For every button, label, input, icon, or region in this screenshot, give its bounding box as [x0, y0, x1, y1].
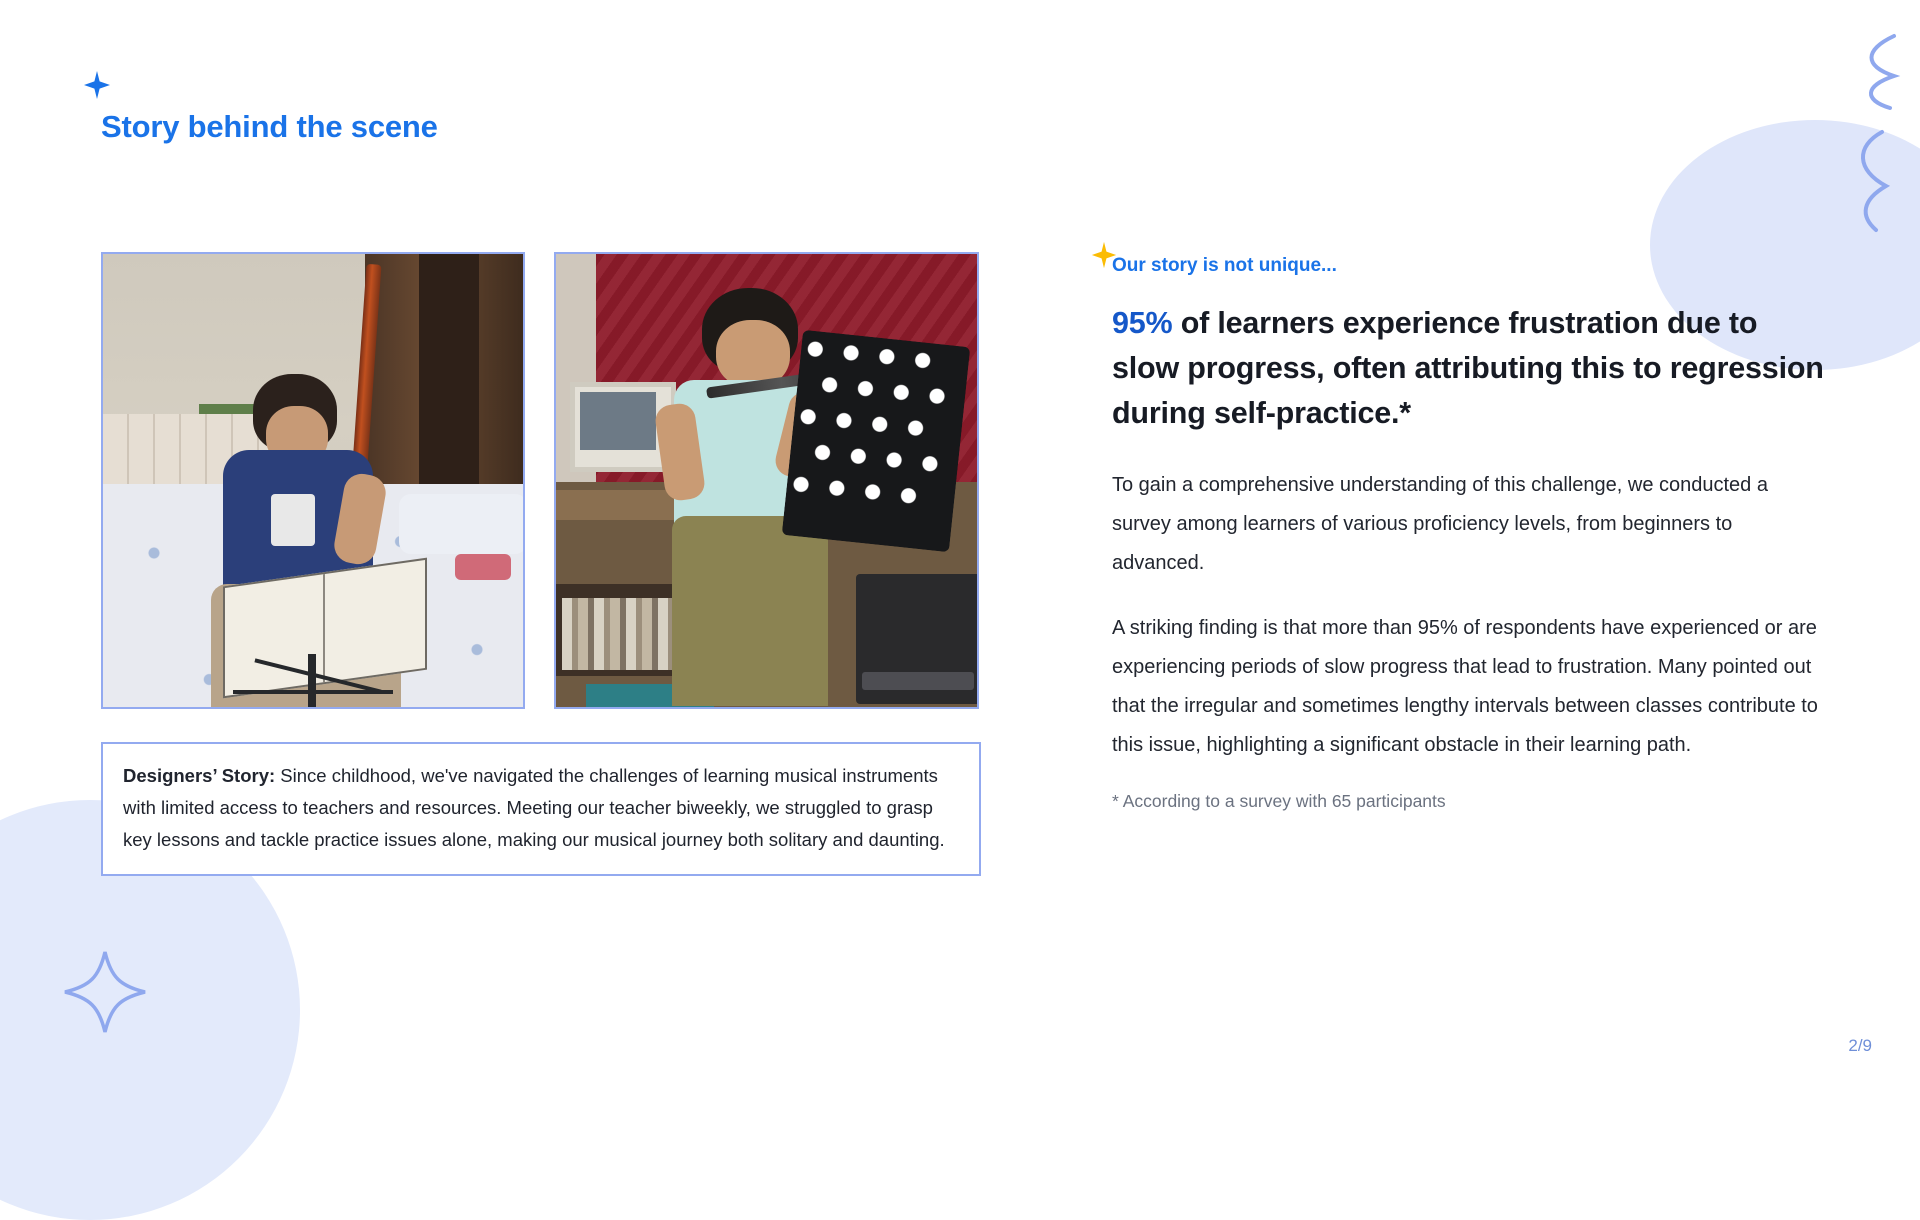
story-insight-column [1112, 255, 1824, 812]
photo2-tv-panel [862, 672, 974, 690]
photo-boy-with-music-stand [101, 252, 525, 709]
headline-rest: of learners experience frustration due to slow progress, often attributing this to regression during self-practice.* [1112, 306, 1824, 430]
photo2-boy-trousers [672, 516, 828, 706]
kicker-row [1112, 255, 1824, 277]
photo1-pink-object [455, 554, 511, 580]
headline [1112, 301, 1824, 436]
sparkle-icon [82, 70, 112, 105]
kicker-label: Our story is not unique... [1112, 255, 1337, 276]
four-point-star-icon [62, 949, 148, 1040]
designers-story-text [123, 760, 959, 856]
photo-boy-playing-flute [554, 252, 979, 709]
survey-footnote: * According to a survey with 65 participants [1112, 791, 1446, 811]
photo2-music-stand [782, 330, 971, 552]
photo1-stand-pole [308, 654, 316, 709]
page-number: 2/9 [1848, 1036, 1872, 1055]
designers-story-label: Designers’ Story: [123, 765, 276, 786]
designers-story-body: Since childhood, we've navigated the challenges of learning musical instruments with limited access to teachers and resources. Meeting our teacher biweekly, we struggled to grasp key lessons and tackle practice issues alone, making our musical journey both solitary and daunting. [123, 765, 945, 850]
photo1-shirt-graphic [271, 494, 315, 546]
sparkle-icon [1090, 241, 1118, 275]
photo2-monitor-screen [580, 392, 656, 450]
squiggle-icon [1790, 20, 1910, 245]
paragraph-2: A striking finding is that more than 95% of respondents have experienced or are experiencing periods of slow progress that lead to frustration. Many pointed out that the irregular and sometimes lengthy intervals between classes contribute to this issue, highlighting a significant obstacle in their learning path. [1112, 617, 1818, 756]
headline-stat: 95% [1112, 306, 1173, 340]
photo1-pillow [399, 494, 525, 554]
paragraph-1: To gain a comprehensive understanding of this challenge, we conducted a survey among learners of various proficiency levels, from beginners to advanced. [1112, 474, 1768, 574]
photo-gallery [101, 252, 979, 709]
page-title: Story behind the scene [101, 108, 438, 144]
photo1-door-dark [419, 254, 479, 504]
designers-story-box [101, 742, 981, 876]
